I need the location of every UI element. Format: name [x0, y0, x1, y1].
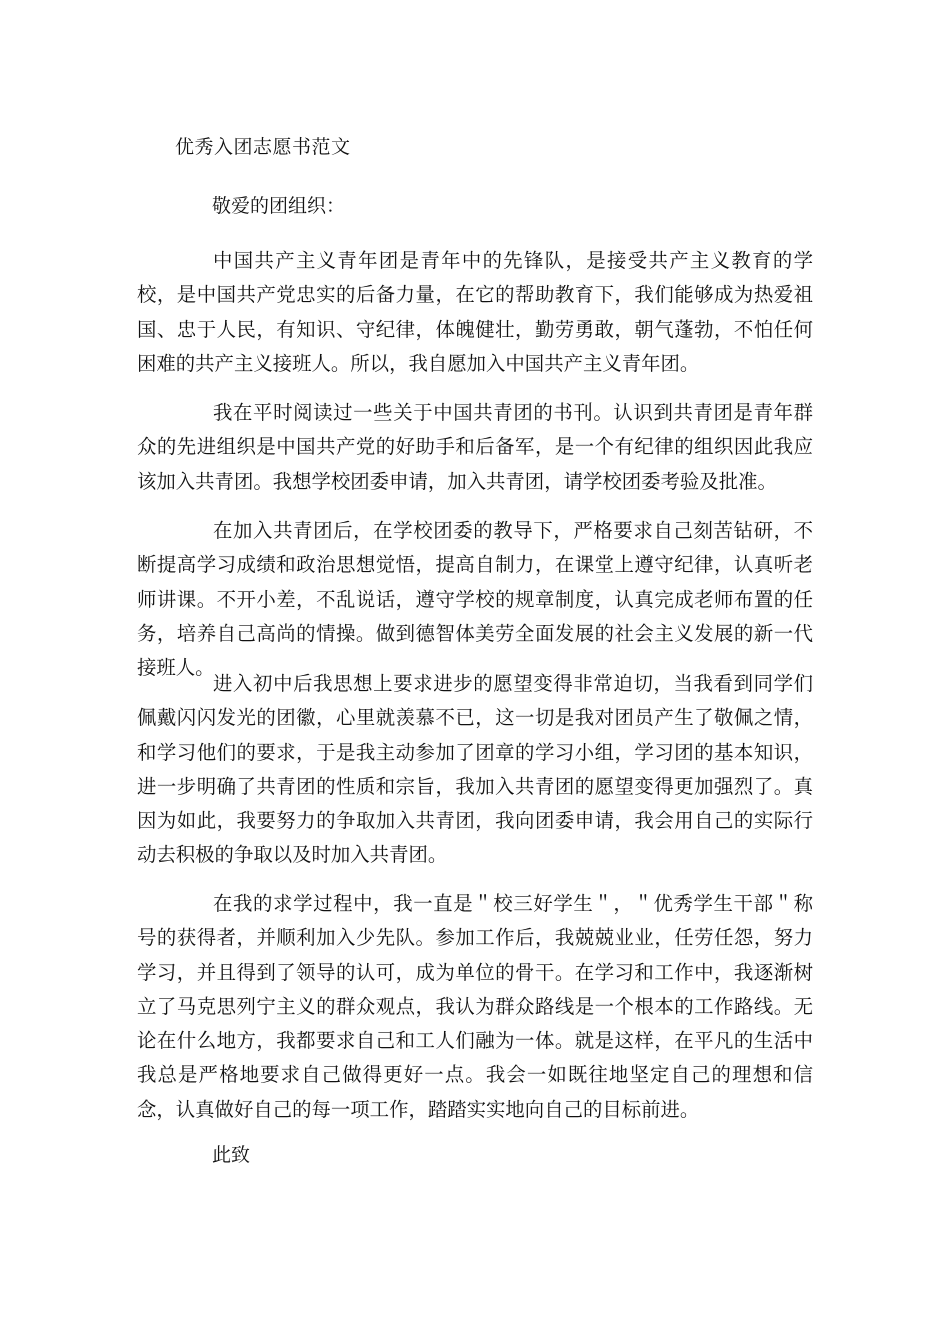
- salutation: 敬爱的团组织：: [212, 195, 346, 217]
- paragraph-2: 我在平时阅读过一些关于中国共青团的书刊。认识到共青团是青年群众的先进组织是中国共产党的好助手和后备军，是一个有纪律的组织因此我应该加入共青团。我想学校团委申请，加入共青团，请学校团委考验及批准。: [137, 401, 813, 493]
- paragraph-1: 中国共产主义青年团是青年中的先锋队，是接受共产主义教育的学校，是中国共产党忠实的后备力量，在它的帮助教育下，我们能够成为热爱祖国、忠于人民，有知识、守纪律，体魄健壮，勤劳勇敢，朝气蓬勃，不怕任何困难的共产主义接班人。所以，我自愿加入中国共产主义青年团。: [137, 249, 813, 375]
- paragraph-5: 在我的求学过程中，我一直是＂校三好学生＂，＂优秀学生干部＂称号的获得者，并顺利加入少先队。参加工作后，我兢兢业业，任劳任怨，努力学习，并且得到了领导的认可，成为单位的骨干。在学习和工作中，我逐渐树立了马克思列宁主义的群众观点，我认为群众路线是一个根本的工作路线。无论在什么地方，我都要求自己和工人们融为一体。就是这样，在平凡的生活中我总是严格地要求自己做得更好一点。我会一如既往地坚定自己的理想和信念，认真做好自己的每一项工作，踏踏实实地向自己的目标前进。: [137, 892, 813, 1121]
- paragraph-4: 进入初中后我思想上要求进步的愿望变得非常迫切，当我看到同学们佩戴闪闪发光的团徽，心里就羡慕不已，这一切是我对团员产生了敬佩之情，和学习他们的要求，于是我主动参加了团章的学习小组，学习团的基本知识，进一步明确了共青团的性质和宗旨，我加入共青团的愿望变得更加强烈了。真因为如此，我要努力的争取加入共青团，我向团委申请，我会用自己的实际行动去积极的争取以及时加入共青团。: [137, 672, 813, 867]
- paragraph-3: 在加入共青团后，在学校团委的教导下，严格要求自己刻苦钻研，不断提高学习成绩和政治思想觉悟，提高自制力，在课堂上遵守纪律，认真听老师讲课。不开小差，不乱说话，遵守学校的规章制度，认真完成老师布置的任务，培养自己高尚的情操。做到德智体美劳全面发展的社会主义发展的新一代接班人。: [137, 519, 813, 680]
- closing-phrase: 此致: [212, 1144, 251, 1166]
- document-title: 优秀入团志愿书范文: [175, 136, 351, 158]
